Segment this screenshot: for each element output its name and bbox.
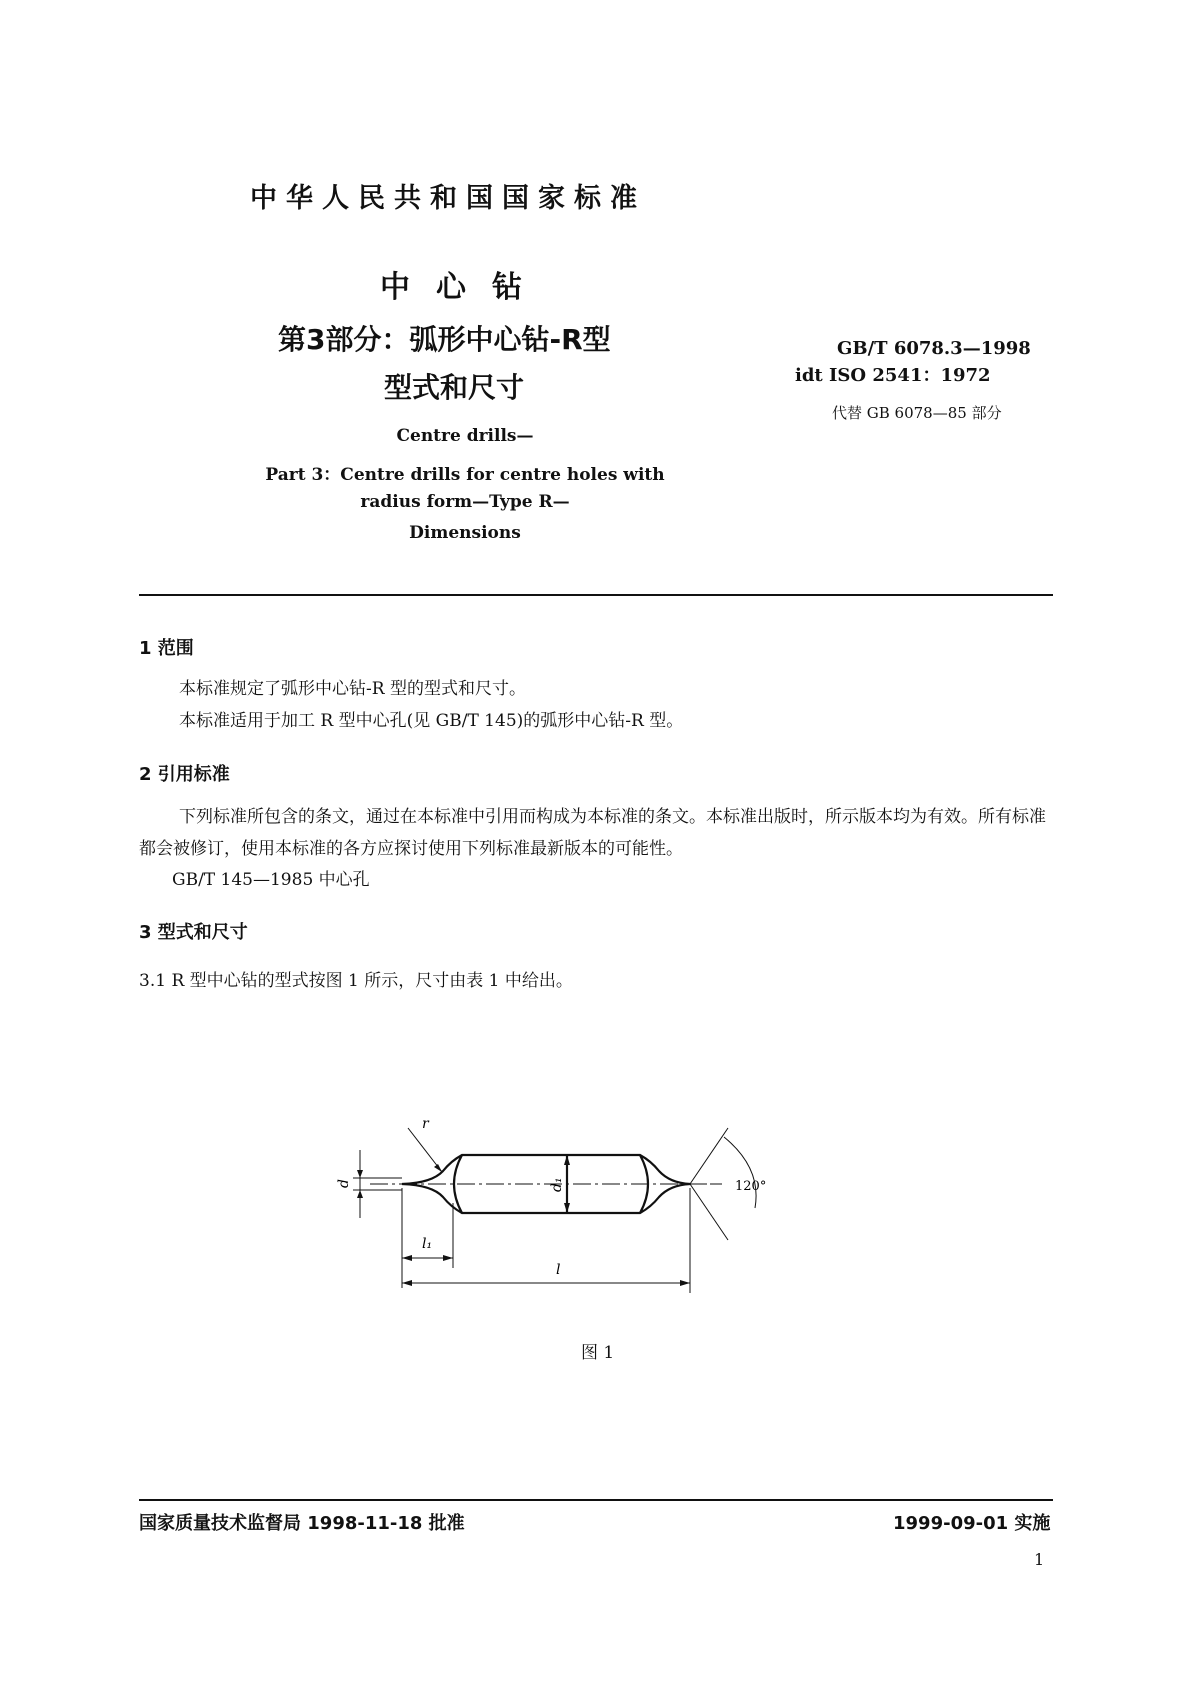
title-part: 第3部分：弧形中心钻-R型 xyxy=(278,323,611,356)
section-2-paragraph: 下列标准所包含的条文，通过在本标准中引用而构成为本标准的条文。本标准出版时，所示版本均为有效。所有标准都会被修订，使用本标准的各方应探讨使用下列标准最新版本的可能性。 xyxy=(139,807,1046,859)
figure-caption: 图 1 xyxy=(581,1343,615,1363)
english-title-line-3: radius form—Type R— xyxy=(360,492,570,512)
section-2-reference: GB/T 145—1985 中心孔 xyxy=(172,870,370,890)
section-2-heading: 2 引用标准 xyxy=(139,764,230,785)
label-angle: 120° xyxy=(735,1179,767,1194)
replaces-note: 代替 GB 6078—85 部分 xyxy=(832,404,1002,422)
title-main: 中心钻 xyxy=(380,270,548,305)
title-sub: 型式和尺寸 xyxy=(384,371,525,404)
english-title-line-2: Part 3：Centre drills for centre holes with xyxy=(265,465,665,485)
section-1-heading: 1 范围 xyxy=(139,638,194,659)
label-l1: l₁ xyxy=(422,1236,433,1252)
section-3-heading: 3 型式和尺寸 xyxy=(139,922,248,943)
label-r: r xyxy=(422,1116,429,1132)
english-title-line-1: Centre drills— xyxy=(396,426,534,446)
english-title-line-4: Dimensions xyxy=(409,523,521,543)
top-divider xyxy=(139,594,1053,596)
idt-code: idt ISO 2541：1972 xyxy=(795,365,991,386)
section-3-1-paragraph: 3.1 R 型中心钻的型式按图 1 所示，尺寸由表 1 中给出。 xyxy=(139,971,573,991)
approval-note: 国家质量技术监督局 1998-11-18 批准 xyxy=(139,1513,465,1534)
label-d: d xyxy=(336,1179,352,1188)
page-number: 1 xyxy=(1034,1550,1045,1569)
bottom-divider xyxy=(139,1499,1053,1501)
standard-code: GB/T 6078.3—1998 xyxy=(837,338,1031,359)
national-standard-header: 中华人民共和国国家标准 xyxy=(250,183,646,214)
section-1-paragraph-2: 本标准适用于加工 R 型中心孔(见 GB/T 145)的弧形中心钻-R 型。 xyxy=(179,711,684,731)
label-d1: d₁ xyxy=(549,1177,565,1192)
centre-drill-figure xyxy=(336,1088,850,1328)
label-l: l xyxy=(556,1262,561,1278)
section-1-paragraph-1: 本标准规定了弧形中心钻-R 型的型式和尺寸。 xyxy=(179,679,526,699)
implementation-note: 1999-09-01 实施 xyxy=(893,1513,1051,1534)
